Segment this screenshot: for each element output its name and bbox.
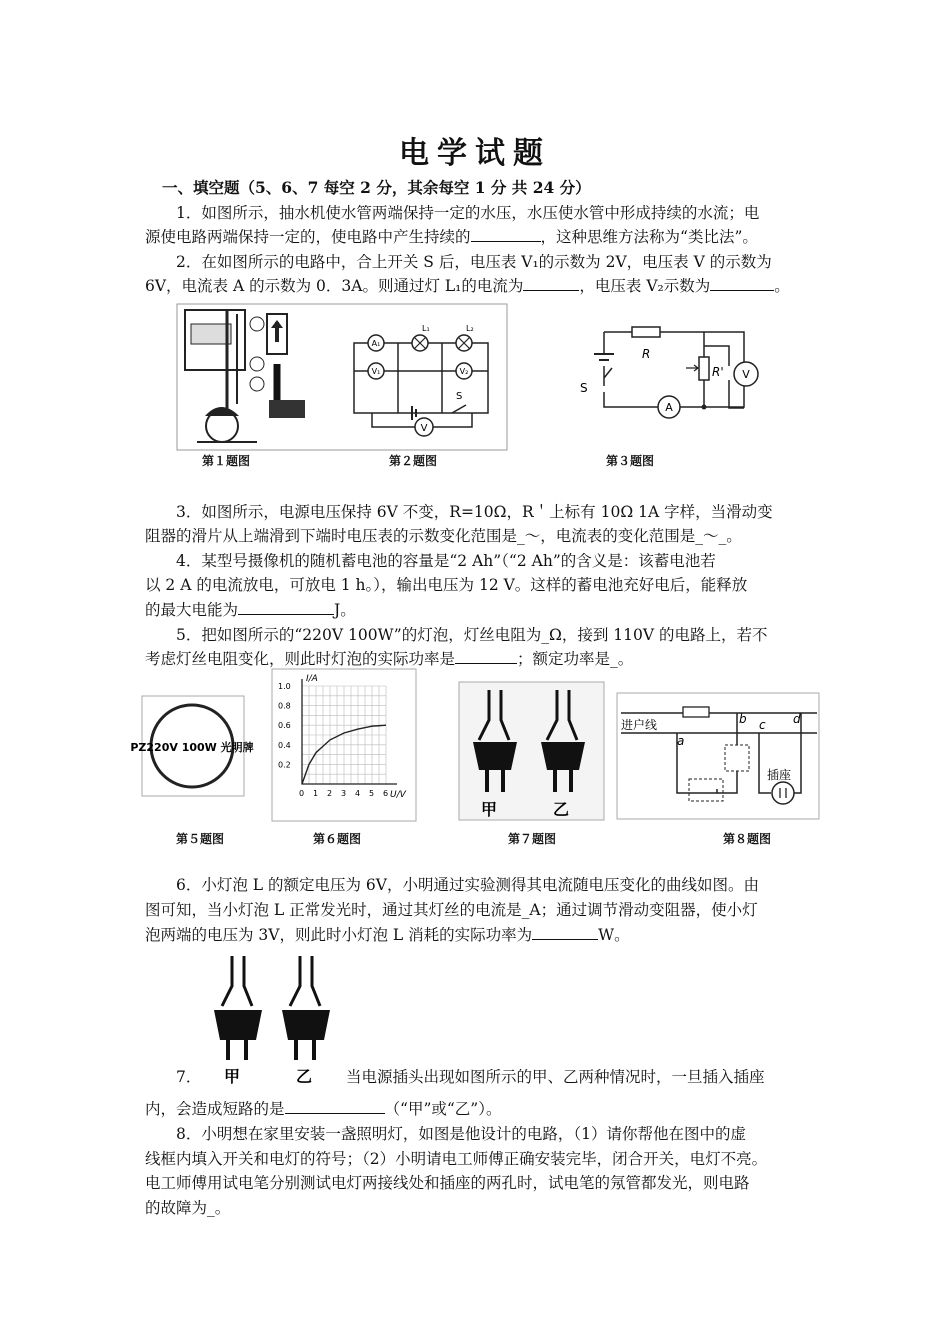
fig5-label-text: PZ220V 100W 光明牌 [130, 741, 254, 754]
fig2-v1-label: V₁ [371, 367, 381, 376]
fig8-b-label: b [739, 712, 747, 726]
fig6-xtick: 5 [369, 789, 375, 798]
q8-line2: 线框内填入开关和电灯的符号；（2）小明请电工师傅正确安装完毕，闭合开关，电灯不亮。 [145, 1150, 768, 1168]
fig2-l1-label: L₁ [422, 324, 430, 333]
q8-line4: 的故障为_。 [145, 1199, 231, 1217]
q7-yi-label: 乙 [295, 1067, 313, 1086]
caption-fig6: 第６题图 [313, 832, 362, 846]
q3-line1: 3．如图所示，电源电压保持 6V 不变，R=10Ω，R＇上标有 10Ω 1A 字样，当滑动变 [176, 503, 773, 521]
q5-line2 [145, 647, 633, 671]
q6-line2: 图可知，当小灯泡 L 正常发光时，通过其灯丝的电流是_A；通过调节滑动变阻器，使小灯 [145, 901, 758, 919]
q6-line3 [145, 923, 630, 947]
q7-text-b: （“甲”或“乙”）。 [384, 1100, 502, 1118]
q6-text-b: W。 [598, 926, 630, 944]
page-title: 电学试题 [399, 136, 551, 171]
caption-fig7: 第７题图 [508, 832, 557, 846]
fig6-xtick: 2 [327, 789, 333, 798]
fig6-xlabel: U/V [390, 790, 406, 800]
fig6-ytick: 0.6 [278, 721, 291, 731]
caption-fig3: 第３题图 [606, 454, 655, 468]
figure-5-bulb-label [130, 696, 254, 796]
q1-text-b: ，使电路中产生持续的 [315, 228, 471, 246]
q7-jia-label: 甲 [223, 1067, 241, 1086]
q2-blank-1[interactable] [523, 276, 579, 291]
q5-line1: 5．把如图所示的“220V 100W”的灯泡，灯丝电阻为_Ω，接到 110V 的电路上，若不 [176, 626, 768, 644]
figure-3-circuit [574, 322, 774, 426]
q4-line1: 4．某型号摄像机的随机蓄电池的容量是“2 Ah”（“2 Ah”的含义是：该蓄电池若 [176, 552, 716, 570]
fig2-l2-label: L₂ [466, 324, 474, 333]
q5-text-b: ；额定功率是_。 [517, 650, 634, 668]
fig3-r-label: R [642, 347, 651, 361]
figure-7-plugs [459, 682, 604, 820]
fig2-a1-label: A₁ [371, 339, 381, 348]
figure-8-household-circuit [617, 693, 819, 819]
fig6-ytick: 0.4 [278, 740, 291, 750]
q4-line3 [145, 598, 356, 622]
fig3-rprime-label: R' [712, 365, 724, 379]
q5-text-a: 考虑灯丝电阻变化，则此时灯泡的实际功率是 [145, 650, 456, 668]
q5-blank[interactable] [455, 649, 517, 664]
caption-fig5: 第５题图 [176, 832, 225, 846]
fig8-jinhuxian-label: 进户线 [621, 718, 658, 732]
q8-line1: 8．小明想在家里安装一盏照明灯，如图是他设计的电路，（1）请你帮他在图中的虚 [176, 1125, 746, 1143]
q7-number: 7． [176, 1068, 202, 1086]
fig6-xtick: 1 [313, 789, 319, 798]
q7-line2 [145, 1097, 501, 1121]
fig6-ytick: 0.2 [278, 760, 291, 770]
fig6-ylabel: I/A [306, 674, 318, 684]
section-heading: 一、填空题（5、6、7 每空 2 分，其余每空 1 分 共 24 分） [162, 178, 591, 197]
fig6-xtick: 6 [383, 789, 389, 798]
q7-line1: 当电源插头出现如图所示的甲、乙两种情况时，一旦插入插座 [346, 1068, 765, 1086]
fig3-a-label: A [665, 401, 673, 414]
fig8-c-label: c [759, 718, 766, 732]
q7-blank[interactable] [285, 1099, 385, 1114]
fig2-s-label: S [456, 391, 463, 402]
fig6-xtick: 0 [299, 789, 305, 798]
fig6-xtick: 4 [355, 789, 361, 798]
q8-line3: 电工师傅用试电笔分别测试电灯两接线处和插座的两孔时，试电笔的氖管都发光，则电路 [145, 1174, 750, 1192]
fig7-yi-label: 乙 [552, 800, 570, 819]
fig3-s-label: S [580, 381, 588, 395]
fig6-ytick: 1.0 [278, 682, 291, 691]
q6-text-a: 泡两端的电压为 3V，则此时小灯泡 L 消耗的实际功率为 [145, 926, 533, 944]
fig2-v-label: V [420, 423, 428, 434]
q1-line2 [145, 225, 758, 249]
figure-2-circuit [352, 325, 492, 437]
figure-6-iu-graph [272, 669, 416, 821]
q2-line2 [145, 274, 790, 298]
q6-blank[interactable] [532, 925, 598, 940]
q2-text-b: ，电压表 V₂示数为 [579, 277, 711, 295]
fig3-v-label: V [742, 368, 750, 381]
q4-line2: 以 2 A 的电流放电，可放电 1 h。），输出电压为 12 V。这样的蓄电池充好电后，能释放 [145, 576, 748, 594]
fig8-chazuo-label: 插座 [767, 768, 792, 782]
q4-blank[interactable] [238, 600, 334, 615]
fig6-xtick: 3 [341, 789, 347, 798]
q4-text-a: 的最大电能为 [145, 601, 239, 619]
fig2-v2-label: V₂ [459, 367, 469, 376]
q4-text-b: J。 [334, 601, 356, 619]
q6-line1: 6．小灯泡 L 的额定电压为 6V，小明通过实验测得其电流随电压变化的曲线如图。由 [176, 876, 759, 894]
q2-text-a: 6V，电流表 A 的示数为 0．3A。则通过灯 L₁的电流为 [145, 277, 524, 295]
q7-text-a: 内，会造成短路的是 [145, 1100, 285, 1118]
q7-inline-plugs [206, 952, 336, 1086]
fig6-ytick: 0.8 [278, 701, 291, 711]
caption-fig8: 第８题图 [723, 832, 772, 846]
q2-line1: 2．在如图所示的电路中，合上开关 S 后，电压表 V₁的示数为 2V，电压表 V 的示数为 [176, 253, 772, 271]
q1-text-c: ，这种思维方法称为“类比法”。 [540, 228, 758, 246]
fig8-d-label: d [793, 712, 801, 726]
fig8-a-label: a [677, 734, 685, 748]
fig7-jia-label: 甲 [480, 800, 498, 819]
q2-text-c: 。 [774, 277, 790, 295]
q1-line1: 1．如图所示，抽水机使水管两端保持一定的水压，水压使水管中形成持续的水流；电 [176, 204, 760, 222]
caption-fig2: 第２题图 [389, 454, 438, 468]
q1-text-a: 源使电路两端保持一定的 [145, 228, 316, 246]
caption-fig1: 第１题图 [202, 454, 251, 468]
q2-blank-2[interactable] [710, 276, 774, 291]
q1-blank[interactable] [471, 227, 541, 242]
q3-line2: 阻器的滑片从上端滑到下端时电压表的示数变化范围是_～，电流表的变化范围是_～_。 [145, 527, 742, 545]
